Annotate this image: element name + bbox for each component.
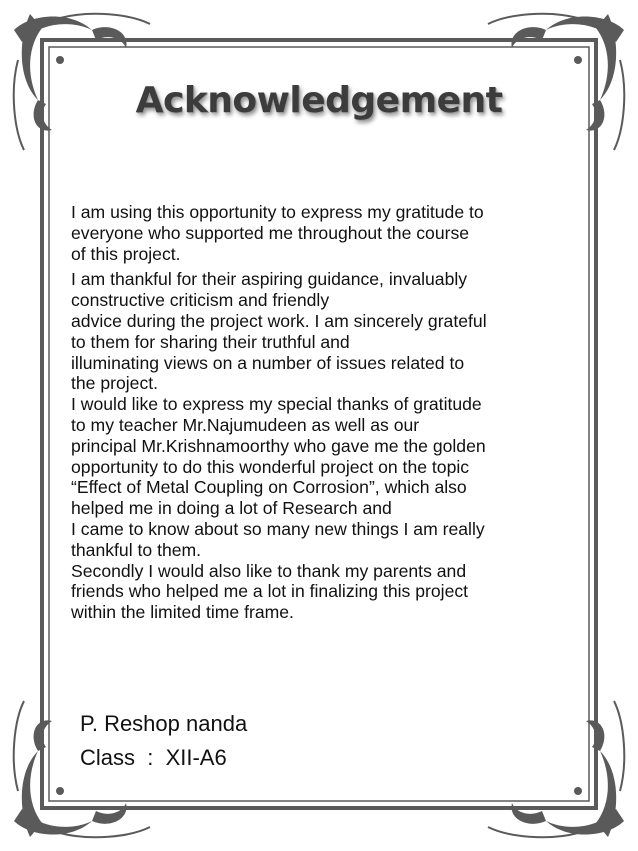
signature-name: P. Reshop nanda [80, 711, 248, 736]
body-line: thankful to them. [71, 539, 202, 560]
body-line: I am thankful for their aspiring guidance, invaluably [71, 269, 468, 290]
signature-class: Class : XII-A6 [80, 745, 227, 770]
body-line: everyone who supported me throughout the course [71, 222, 470, 243]
body-line: I came to know about so many new things I am really [71, 518, 485, 539]
body-line: opportunity to do this wonderful project on the topic [71, 456, 470, 477]
body-line: principal Mr.Krishnamoorthy who gave me the golden [71, 435, 486, 456]
body-line: “Effect of Metal Coupling on Corrosion”, which also [71, 477, 467, 498]
body-line: friends who helped me a lot in finalizing this project [71, 581, 469, 602]
body-line: the project. [71, 373, 159, 394]
body-line: helped me in doing a lot of Research and [71, 498, 392, 519]
body-line: illuminating views on a number of issues related to [71, 352, 465, 373]
acknowledgement-body [71, 202, 595, 623]
body-line: to them for sharing their truthful and [71, 331, 350, 352]
body-line: I am using this opportunity to express my gratitude to [71, 202, 484, 222]
body-line: advice during the project work. I am sincerely grateful [71, 310, 487, 331]
body-line: within the limited time frame. [71, 602, 294, 623]
body-line: constructive criticism and friendly [71, 290, 330, 311]
body-line: to my teacher Mr.Najumudeen as well as our [71, 414, 420, 435]
body-line: of this project. [71, 243, 181, 264]
body-line: Secondly I would also like to thank my parents and [71, 560, 467, 581]
body-line: I would like to express my special thanks of gratitude [71, 394, 482, 415]
page-title: Acknowledgement [135, 80, 503, 121]
signature-block [80, 707, 247, 775]
